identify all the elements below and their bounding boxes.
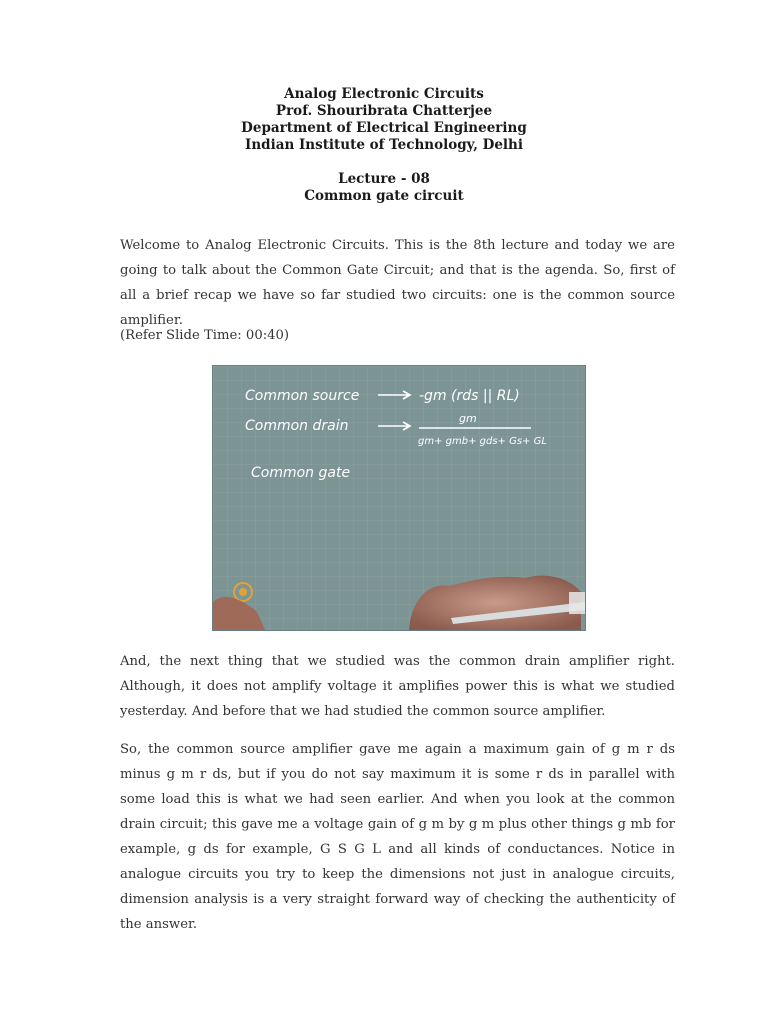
intro-paragraph: Welcome to Analog Electronic Circuits. This is the 8th lecture and today we are going to talk about the Common Gate Circuit; and that is the agenda. So, first of all a brief recap we have so far studied two circuits: one is the common source amplifier. [120, 238, 675, 328]
slide-common-source-label: Common source [245, 388, 360, 404]
document-header [0, 86, 768, 205]
slide-common-drain-denominator: gm+ gmb+ gds+ Gs+ GL [418, 436, 547, 447]
lecture-slide-image [212, 365, 586, 631]
slide-common-drain-numerator: gm [459, 412, 477, 425]
gain-discussion-paragraph: So, the common source amplifier gave me again a maximum gain of g m r ds minus g m r ds, but if you do not say maximum it is some r ds in parallel with some load this is what we had seen earlier. And when you look at the common drain circuit; this gave me a voltage gain of g m by g m plus other things g mb for example, g ds for example, G S G L and all kinds of conductances. Notice in analogue circuits you try to keep the dimensions not just in analogue circuits, dimension analysis is a very straight forward way of checking the authenticity of the answer. [120, 742, 675, 932]
common-drain-paragraph: And, the next thing that we studied was the common drain amplifier right. Although, it does not amplify voltage it amplifies power this is what we studied yesterday. And before that we had studied the common source amplifier. [120, 654, 675, 719]
slide-common-gate-label: Common gate [251, 465, 351, 481]
refer-slide-time: (Refer Slide Time: 00:40) [120, 328, 290, 343]
slide-common-source-expr: -gm (rds || RL) [419, 388, 520, 404]
professor-name: Prof. Shouribrata Chatterjee [275, 103, 493, 119]
slide-common-drain-label: Common drain [245, 418, 349, 434]
department-name: Department of Electrical Engineering [241, 120, 527, 136]
lecture-number: Lecture - 08 [338, 171, 430, 187]
lecture-topic: Common gate circuit [304, 188, 464, 204]
institute-name: Indian Institute of Technology, Delhi [245, 137, 523, 153]
slide-drawing [213, 366, 585, 630]
course-title: Analog Electronic Circuits [284, 86, 484, 102]
